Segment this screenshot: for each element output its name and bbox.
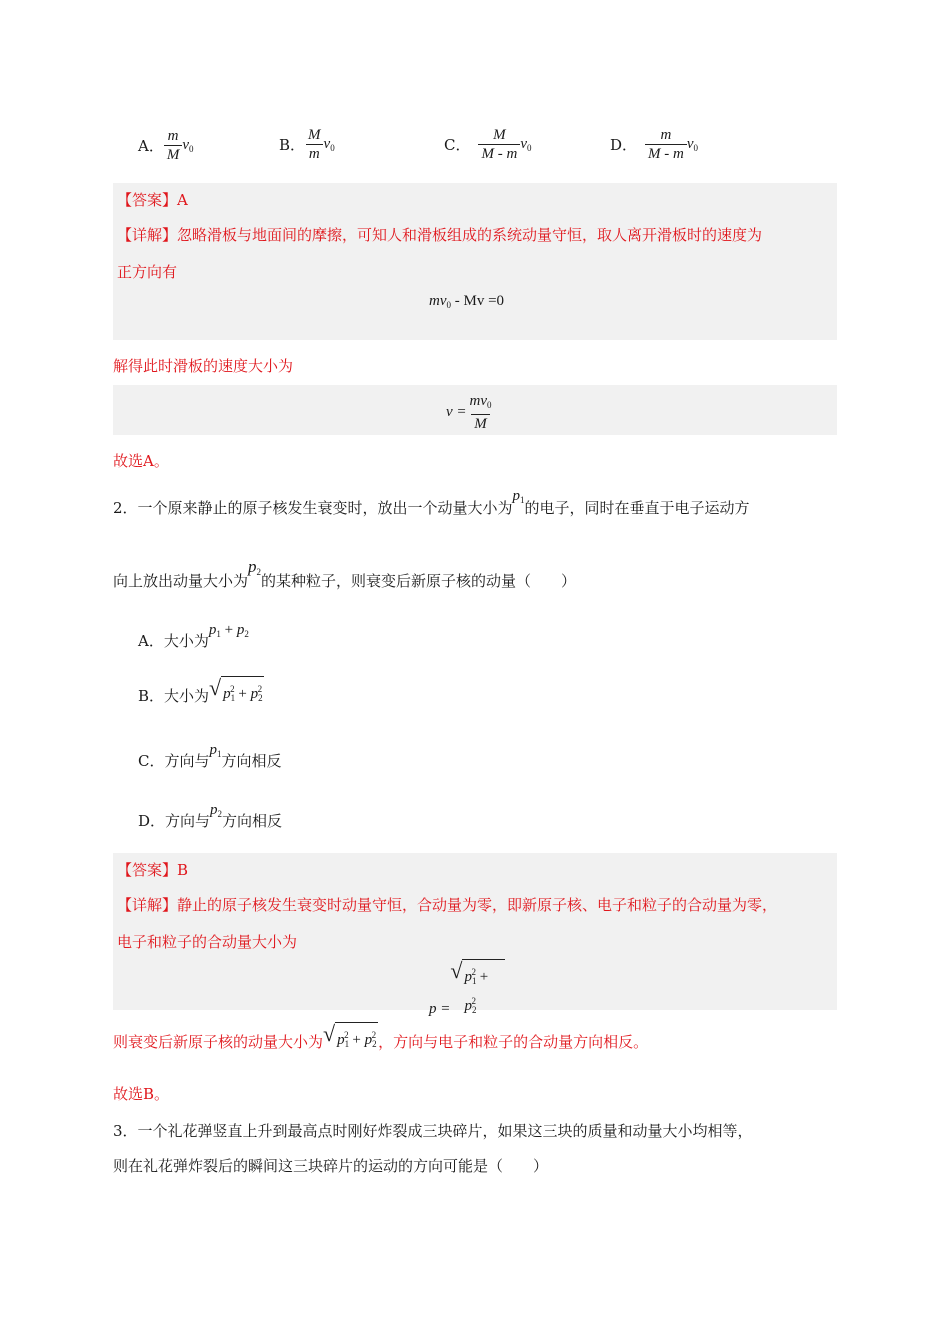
sqrt-expression: √ $p_1^2 + p_2^2$ (209, 676, 264, 708)
q2-option-a: A．大小为$p_1 + p_2$ (138, 622, 249, 650)
q2-stem-line2: 向上放出动量大小为$p_2$的某种粒子，则衰变后新原子核的动量（ ） (113, 557, 577, 590)
q2-option-b: B．大小为 √ $p_1^2 + p_2^2$ (138, 676, 264, 708)
velocity-symbol: $v_0$ (686, 136, 699, 153)
p2-symbol: $p_2$ (248, 557, 262, 577)
fraction: $\frac{m}{M - m}$ (645, 127, 687, 162)
q2-result-line: 则衰变后新原子核的动量大小为 √ $p_1^2 + p_2^2$ ，方向与电子和粒子的合动量方向相反。 (113, 1022, 648, 1054)
equation-velocity: v = $\frac{mv_0}{M}$ (446, 393, 495, 432)
q3-stem-line1: 3．一个礼花弹竖直上升到最高点时刚好炸裂成三块碎片，如果这三块的质量和动量大小均相等， (113, 1122, 753, 1140)
option-label: A． (138, 137, 164, 155)
fraction: $\frac{M}{M - m}$ (478, 127, 520, 162)
answer-line (117, 859, 188, 880)
velocity-symbol: $v_0$ (323, 136, 335, 153)
option-label: C． (444, 136, 471, 154)
detail-line: 【详解】忽略滑板与地面间的摩擦，可知人和滑板组成的系统动量守恒，取人离开滑板时的速度为 (117, 226, 763, 244)
p1-symbol: $p_1$ (512, 488, 525, 505)
answer-tag: 【答案】 (117, 191, 178, 209)
equation-momentum: $mv_0 - Mv =0$ (429, 293, 505, 310)
option-label: D． (610, 136, 638, 154)
velocity-symbol: $v_0$ (520, 136, 532, 153)
answer-value: B (177, 861, 189, 879)
q1-option-c (444, 127, 531, 162)
sqrt-expression: √ $p_1^2 + p_2^2$ (450, 959, 505, 1020)
sqrt-expression: √ $p_1^2 + p_2^2$ (323, 1022, 378, 1054)
q2-answer-box (113, 853, 837, 1017)
answer-value: A (177, 191, 188, 209)
option-label: B． (279, 136, 306, 154)
q1-answer-box (113, 183, 837, 340)
answer-line (117, 189, 188, 210)
q2-stem-line1: 2．一个原来静止的原子核发生衰变时，放出一个动量大小为$p_1$的电子，同时在垂直于电子运动方 (113, 488, 750, 517)
q1-solve-text: 解得此时滑板的速度大小为 (113, 357, 294, 375)
q2-option-d: D．方向与$p_2$方向相反 (138, 802, 283, 830)
fraction: $\frac{M}{m}$ (305, 127, 324, 162)
q1-option-b (279, 127, 335, 162)
q2-option-c: C．方向与$p_1$方向相反 (138, 742, 282, 770)
q1-option-a (138, 128, 194, 163)
q2-conclusion: 故选B。 (113, 1085, 170, 1103)
detail-line: 【详解】静止的原子核发生衰变时动量守恒，合动量为零，即新原子核、电子和粒子的合动量为零， (117, 896, 778, 914)
velocity-symbol: $v_0$ (182, 137, 194, 154)
fraction: $\frac{mv_0}{M}$ (469, 393, 492, 432)
q1-option-d (610, 127, 698, 162)
q3-stem-line2: 则在礼花弹炸裂后的瞬间这三块碎片的运动的方向可能是（ ） (113, 1157, 549, 1175)
equation-resultant-momentum: p = √ $p_1^2 + p_2^2$ (429, 959, 505, 1020)
detail-line-2: 电子和粒子的合动量大小为 (117, 933, 298, 951)
answer-tag: 【答案】 (117, 861, 178, 879)
q1-conclusion: 故选A。 (113, 452, 169, 470)
fraction: $\frac{m}{M}$ (164, 128, 183, 163)
q1-equation-box (113, 385, 837, 435)
detail-tag: 【详解】 (117, 226, 178, 244)
detail-tag: 【详解】 (117, 896, 178, 914)
detail-line-2: 正方向有 (117, 263, 178, 281)
